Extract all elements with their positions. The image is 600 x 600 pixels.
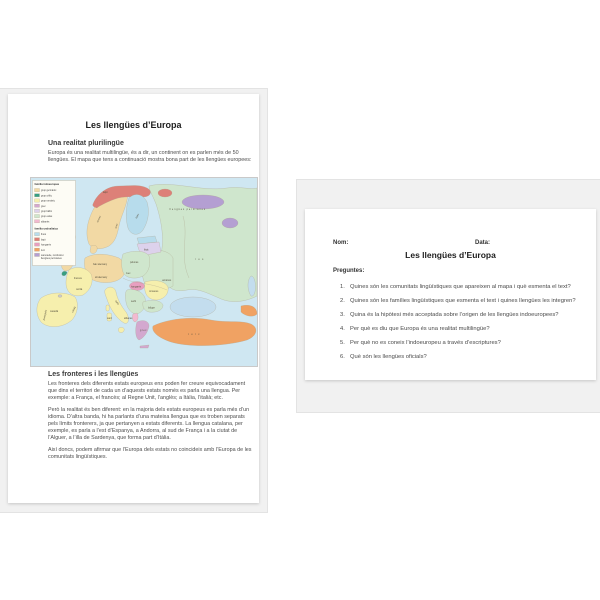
page-title: Les llengües d’Europa: [85, 120, 182, 130]
legend-swatch: [35, 248, 40, 251]
question-text: Quina és la hipòtesi més acceptada sobre l’origen de les llengües indoeuropees?: [350, 312, 559, 318]
map-label-permian: llengües permianes: [169, 208, 206, 211]
question-text: Per què no es coneix l’indoeuropeu a través d’escriptures?: [350, 340, 501, 346]
borders-paragraph-1: Les fronteres dels diferents estats europeus ens poden fer creure equivocadament que dins el territori de cada un d’aquests estats només es parla una llengua. Per exemple: a França, el francès; al Regne Unit, l’anglès; a Itàlia, l’italià; etc.: [48, 381, 246, 401]
map-label-ukrainian: ucraïnès: [162, 279, 172, 282]
map-label-russian: rus: [195, 258, 206, 261]
map-label-hungarian: hongarès: [131, 285, 141, 289]
question-item: [340, 298, 580, 304]
map-label-sardinian: sard: [107, 317, 112, 320]
question-list: [340, 284, 580, 368]
legend-label: grup germànic: [41, 189, 57, 193]
region-sami-kola: [158, 189, 172, 197]
legend-title-indoeuropean: família indoeuropea: [34, 183, 60, 186]
map-label-serbian: serbi: [131, 300, 137, 303]
region-permian-2: [222, 218, 238, 228]
legend-label: grup romànic: [41, 199, 55, 203]
question-text: Quines són les famílies lingüístiques que esmenta el text i quines llengües les integren?: [350, 298, 576, 304]
region-permian-1: [182, 195, 224, 209]
questions-page-title: Les llengües d’Europa: [405, 250, 496, 260]
question-text: Per què es diu que Europa és una realitat multilingüe?: [350, 326, 490, 332]
map-label-lowgerman: baix alemany: [93, 263, 108, 266]
map-label-spanish: castellà: [50, 310, 59, 313]
map-label-romanian: romanès: [149, 290, 159, 293]
map-legend: [33, 181, 76, 266]
worksheet-page-2: [305, 209, 596, 380]
questions-heading: Preguntes:: [333, 268, 365, 274]
question-item: [340, 284, 580, 290]
worksheet-page-1: [8, 94, 259, 503]
region-basque: [58, 295, 62, 298]
legend-label: grup bàltic: [41, 210, 53, 213]
question-item: [340, 312, 580, 318]
legend-swatch: [35, 204, 40, 207]
question-item: [340, 340, 580, 346]
question-text: Què són les llengües oficials?: [350, 354, 427, 360]
question-number: 2.: [340, 298, 345, 304]
map-label-catalan: català: [71, 306, 77, 314]
region-corsica: [106, 305, 109, 311]
map-label-norwegian: noruec: [96, 215, 102, 224]
question-number: 3.: [340, 312, 345, 318]
map-label-highgerman: alt alemany: [95, 276, 108, 279]
map-label-sami: lapó: [103, 191, 108, 194]
name-field-label: Nom:: [333, 240, 349, 246]
section-heading-borders: Les fronteres i les llengües: [48, 371, 139, 378]
legend-swatch: [35, 253, 40, 256]
question-item: [340, 354, 580, 360]
legend-label: samoiede, mordovià i: [41, 254, 64, 257]
legend-swatch: [35, 199, 40, 202]
legend-swatch: [35, 215, 40, 218]
legend-swatch: [35, 189, 40, 192]
map-label-greek: grec: [140, 329, 148, 332]
intro-paragraph: Europa és una realitat multilingüe, és a dir, un continent on es parlen més de 50 llengües. El mapa que tens a continuació mostra bona part de les llengües europees:: [48, 150, 252, 163]
legend-label: grup cèltic: [41, 194, 52, 198]
legend-swatch: [35, 209, 40, 212]
black-sea: [170, 297, 216, 317]
question-number: 4.: [340, 326, 345, 332]
map-label-turkish: turc: [188, 333, 202, 336]
legend-swatch: [35, 220, 40, 223]
question-number: 6.: [340, 354, 345, 360]
date-field-label: Data:: [475, 240, 491, 246]
legend-swatch: [35, 238, 40, 241]
question-number: 5.: [340, 340, 345, 346]
legend-swatch: [35, 233, 40, 236]
borders-paragraph-3: Així doncs, podem afirmar que l’Europa dels estats no coincideix amb l’Europa de les comunitats lingüístiques.: [48, 447, 252, 460]
map-label-albanian: albanès: [124, 317, 133, 320]
legend-label: grup eslau: [41, 215, 53, 219]
legend-label: hongarès: [41, 243, 51, 247]
legend-title-other: família uraloaltaica: [34, 227, 58, 231]
map-label-french: francès: [74, 277, 82, 280]
legend-label: finès: [41, 233, 47, 237]
section-heading-plurilingual: Una realitat plurilingüe: [48, 140, 124, 147]
map-label-lithuanian: lituà: [144, 248, 149, 252]
legend-label: grec: [41, 204, 46, 208]
map-label-czech: txec: [126, 272, 131, 275]
borders-paragraph-2: Però la realitat és ben diferent: en la majoria dels estats europeus es parla més d’un idioma. D’altra banda, hi ha parlants d’una mateixa llengua que es troben separats pels límits fronterers, ja que pertanyen a estats diferents. La llengua catalana, per exemple, es parla a l’est d’Espanya, a Andorra, al sud de França i a la ciutat de l’Alguer, a l’illa de Sardenya, que forma part d’Itàlia.: [48, 407, 250, 441]
legend-swatch: [35, 243, 40, 246]
legend-label: lapó: [41, 238, 46, 242]
question-number: 1.: [340, 284, 345, 290]
legend-swatch: [35, 194, 40, 197]
map-label-finnish: finès: [135, 213, 141, 220]
map-label-bulgarian: búlgar: [148, 306, 155, 310]
map-label-occitan: occità: [76, 288, 83, 291]
map-label-swedish: suec: [114, 223, 119, 229]
question-item: [340, 326, 580, 332]
map-label-italian: italià: [114, 299, 120, 306]
question-text: Quines són les comunitats lingüístiques que apareixen al mapa i què esmenta el text?: [350, 284, 571, 290]
legend-label: turc: [41, 248, 45, 252]
europe-languages-map: [30, 177, 258, 367]
legend-label: albanès: [41, 220, 50, 224]
map-label-polish: polonès: [130, 261, 139, 264]
legend-label-line2: llengües permianes: [41, 257, 62, 260]
map-label-portuguese: portuguès: [42, 309, 48, 321]
